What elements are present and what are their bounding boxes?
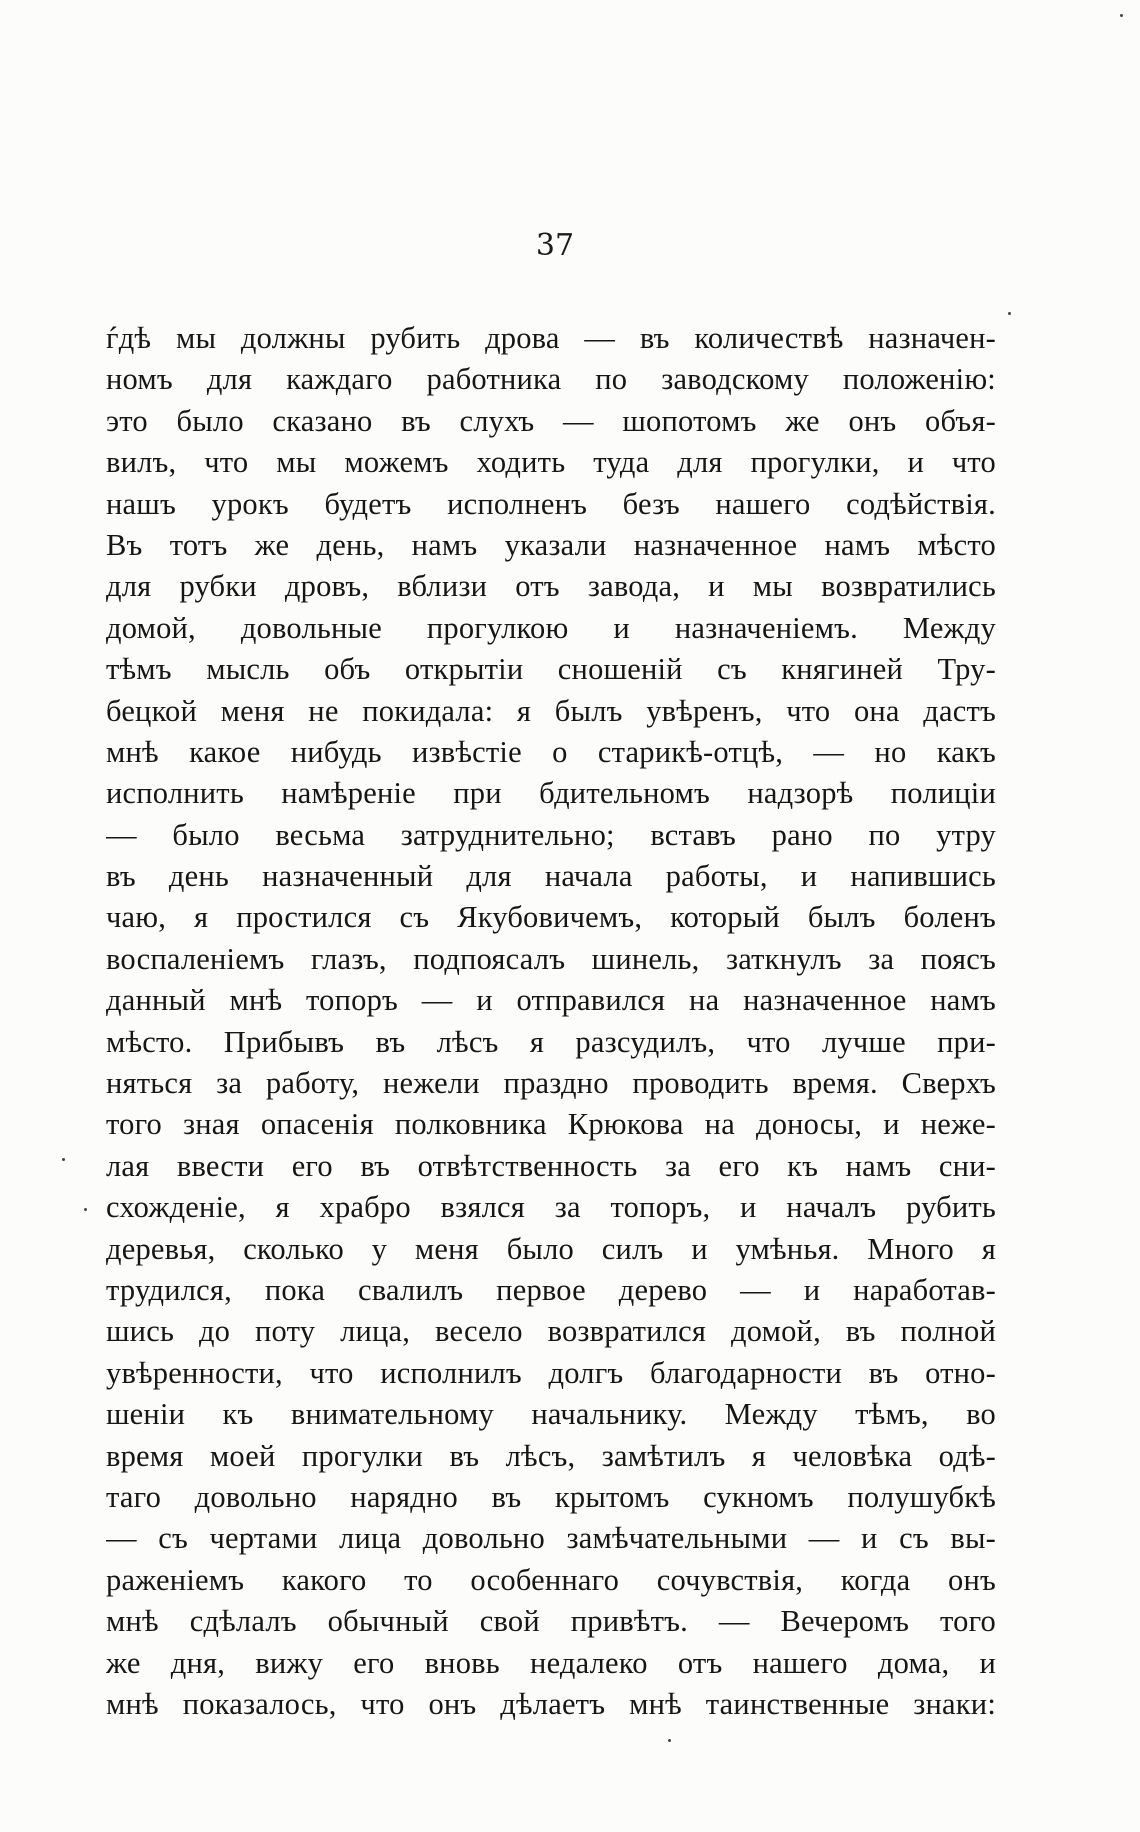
text-line: бецкой меня не покидала: я былъ увѣренъ, что она дастъ: [106, 693, 996, 728]
text-line: тѣмъ мысль объ открытіи сношеній съ княгиней Тру-: [106, 652, 996, 687]
text-line: номъ для каждаго работника по заводскому положенію:: [106, 362, 996, 397]
text-line: мнѣ сдѣлалъ обычный свой привѣтъ. — Вечеромъ того: [106, 1604, 996, 1639]
text-line: воспаленіемъ глазъ, подпоясалъ шинель, заткнулъ за поясъ: [106, 941, 996, 976]
paper-speck: [1008, 312, 1011, 315]
text-line: мнѣ какое нибудь извѣстіе о старикѣ-отцѣ, — но какъ: [106, 734, 996, 769]
text-line: шеніи къ внимательному начальнику. Между тѣмъ, во: [106, 1397, 996, 1432]
paper-speck: [84, 1208, 87, 1211]
text-line: ѓдѣ мы должны рубить дрова — въ количествѣ назначен-: [106, 321, 996, 355]
text-line: время моей прогулки въ лѣсъ, замѣтилъ я человѣка одѣ-: [106, 1438, 996, 1473]
text-line: Въ тотъ же день, намъ указали назначенное намъ мѣсто: [106, 527, 996, 562]
paper-speck: [62, 1158, 65, 1161]
text-line: увѣренности, что исполнилъ долгъ благодарности въ отно-: [106, 1355, 996, 1390]
paper-speck: [1120, 14, 1123, 17]
text-line: чаю, я простился съ Якубовичемъ, который былъ боленъ: [106, 900, 996, 935]
body-text: [106, 318, 996, 1725]
text-line: схожденіе, я храбро взялся за топоръ, и началъ рубить: [106, 1190, 996, 1225]
text-line: же дня, вижу его вновь недалеко отъ нашего дома, и: [106, 1645, 996, 1680]
text-line: данный мнѣ топоръ — и отправился на назначенное намъ: [106, 983, 996, 1018]
text-line: — съ чертами лица довольно замѣчательными — и съ вы-: [106, 1521, 996, 1556]
text-line: — было весьма затруднительно; вставъ рано по утру: [106, 817, 996, 852]
text-line: исполнить намѣреніе при бдительномъ надзорѣ полиціи: [106, 776, 996, 811]
text-line: лая ввести его въ отвѣтственность за его къ намъ сни-: [106, 1148, 996, 1183]
text-line: домой, довольные прогулкою и назначеніемъ. Между: [106, 610, 996, 645]
text-line: того зная опасенія полковника Крюкова на доносы, и неже-: [106, 1107, 996, 1142]
text-line: вилъ, что мы можемъ ходить туда для прогулки, и что: [106, 445, 996, 480]
text-line: няться за работу, нежели праздно проводить время. Сверхъ: [106, 1066, 996, 1101]
text-line: нашъ урокъ будетъ исполненъ безъ нашего содѣйствія.: [106, 486, 996, 521]
text-line: мѣсто. Прибывъ въ лѣсъ я разсудилъ, что лучше при-: [106, 1024, 996, 1059]
paper-speck: [668, 1739, 671, 1742]
text-line: это было сказано въ слухъ — шопотомъ же онъ объя-: [106, 403, 996, 438]
text-line: шись до поту лица, весело возвратился домой, въ полной: [106, 1314, 996, 1349]
text-line: раженіемъ какого то особеннаго сочувствія, когда онъ: [106, 1562, 996, 1597]
text-line: для рубки дровъ, вблизи отъ завода, и мы возвратились: [106, 569, 996, 604]
text-line: мнѣ показалось, что онъ дѣлаетъ мнѣ таинственные знаки:: [106, 1686, 996, 1721]
text-line: таго довольно нарядно въ крытомъ сукномъ полушубкѣ: [106, 1479, 996, 1514]
page-number: 37: [535, 228, 575, 263]
text-line: деревья, сколько у меня было силъ и умѣнья. Много я: [106, 1231, 996, 1266]
text-line: трудился, пока свалилъ первое дерево — и наработав-: [106, 1272, 996, 1307]
text-line: въ день назначенный для начала работы, и напившись: [106, 859, 996, 894]
